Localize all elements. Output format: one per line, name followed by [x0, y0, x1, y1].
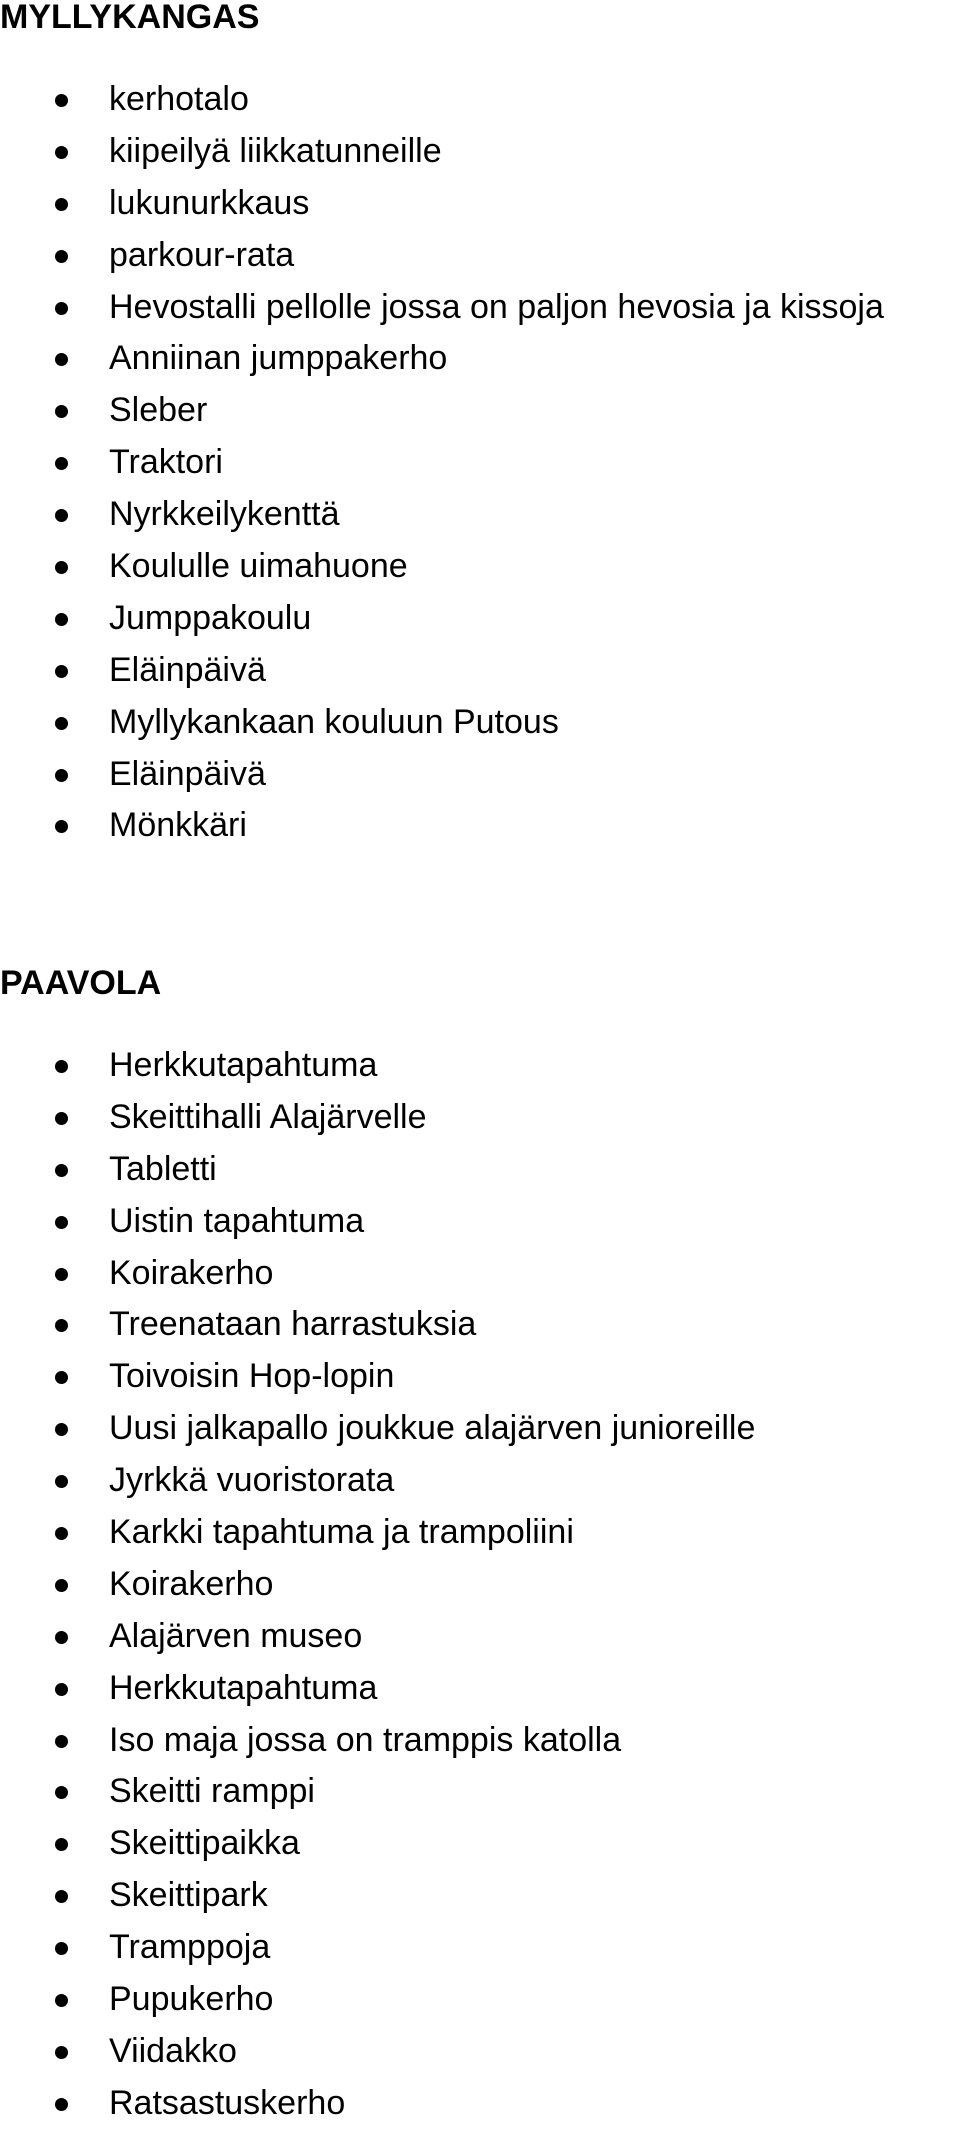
- bullet-icon: [55, 820, 68, 833]
- list-item-text: Traktori: [109, 443, 223, 482]
- bullet-icon: [55, 146, 68, 159]
- bullet-icon: [55, 1164, 68, 1177]
- bullet-icon: [55, 1890, 68, 1903]
- bullet-icon: [55, 1371, 68, 1384]
- bullet-icon: [55, 2046, 68, 2059]
- list-item-text: lukunurkkaus: [109, 183, 310, 222]
- list-item-text: Sleber: [109, 391, 208, 430]
- list-item-text: Koirakerho: [109, 1253, 274, 1292]
- list-item-text: Herkkutapahtuma: [109, 1046, 378, 1084]
- list-item-text: Toivoisin Hop-lopin: [109, 1357, 395, 1396]
- bullet-icon: [55, 353, 68, 366]
- list-item-text: Karkki tapahtuma ja trampoliini: [109, 1513, 574, 1552]
- list-item-text: Iso maja jossa on tramppis katolla: [109, 1720, 622, 1759]
- list-item-text: Anniinan jumppakerho: [109, 339, 448, 378]
- list-item-text: Uusi jalkapallo joukkue alajärven junioreille: [109, 1409, 756, 1448]
- list-item-text: Jyrkkä vuoristorata: [109, 1461, 395, 1500]
- bullet-icon: [55, 2098, 68, 2111]
- bullet-icon: [55, 94, 68, 107]
- bullet-icon: [55, 1579, 68, 1592]
- bullet-icon: [55, 1994, 68, 2007]
- bullet-icon: [55, 509, 68, 522]
- bullet-icon: [55, 1112, 68, 1125]
- bullet-icon: [55, 1216, 68, 1229]
- list-item-text: kiipeilyä liikkatunneille: [109, 131, 442, 170]
- list-item-text: Tabletti: [109, 1149, 217, 1188]
- bullet-icon: [55, 1423, 68, 1436]
- list-item-text: Eläinpäivä: [109, 754, 266, 793]
- list-item-text: kerhotalo: [109, 80, 249, 118]
- list-item-text: Skeittihalli Alajärvelle: [109, 1097, 427, 1136]
- list-item-text: Pupukerho: [109, 1980, 274, 2019]
- bullet-icon: [55, 1475, 68, 1488]
- bullet-icon: [55, 561, 68, 574]
- section-heading-paavola: PAAVOLA: [0, 964, 162, 1002]
- bullet-icon: [55, 1631, 68, 1644]
- bullet-icon: [55, 613, 68, 626]
- list-item-text: Skeitti ramppi: [109, 1772, 315, 1811]
- list-item-text: Jumppakoulu: [109, 598, 312, 637]
- list-item-text: Uistin tapahtuma: [109, 1201, 365, 1240]
- list-item-text: Skeittipark: [109, 1876, 268, 1915]
- bullet-icon: [55, 1060, 68, 1073]
- list-item-text: parkour-rata: [109, 235, 295, 274]
- bullet-icon: [55, 769, 68, 782]
- list-item-text: Nyrkkeilykenttä: [109, 495, 340, 534]
- bullet-icon: [55, 250, 68, 263]
- list-item-text: Treenataan harrastuksia: [109, 1305, 477, 1344]
- bullet-icon: [55, 1735, 68, 1748]
- bullet-icon: [55, 1942, 68, 1955]
- bullet-icon: [55, 665, 68, 678]
- list-item-text: Koululle uimahuone: [109, 547, 408, 586]
- bullet-icon: [55, 1838, 68, 1851]
- bullet-icon: [55, 198, 68, 211]
- bullet-icon: [55, 1683, 68, 1696]
- bullet-icon: [55, 717, 68, 730]
- list-item-text: Eläinpäivä: [109, 650, 266, 689]
- bullet-icon: [55, 457, 68, 470]
- bullet-icon: [55, 1786, 68, 1799]
- list-item-text: Herkkutapahtuma: [109, 1668, 378, 1707]
- list-item-text: Tramppoja: [109, 1928, 271, 1967]
- bullet-icon: [55, 302, 68, 315]
- list-item-text: Skeittipaikka: [109, 1824, 300, 1863]
- bullet-icon: [55, 1268, 68, 1281]
- list-item-text: Hevostalli pellolle jossa on paljon hevosia ja kissoja: [109, 287, 884, 326]
- list-item-text: Ratsastuskerho: [109, 2083, 346, 2122]
- list-item-text: Viidakko: [109, 2031, 237, 2070]
- list-item-text: Mönkkäri: [109, 806, 247, 845]
- list-item-text: Myllykankaan kouluun Putous: [109, 702, 559, 741]
- bullet-icon: [55, 1319, 68, 1332]
- section-heading-myllykangas: MYLLYKANGAS: [0, 0, 260, 36]
- list-item-text: Koirakerho: [109, 1564, 274, 1603]
- bullet-icon: [55, 405, 68, 418]
- bullet-icon: [55, 1527, 68, 1540]
- list-item-text: Alajärven museo: [109, 1616, 363, 1655]
